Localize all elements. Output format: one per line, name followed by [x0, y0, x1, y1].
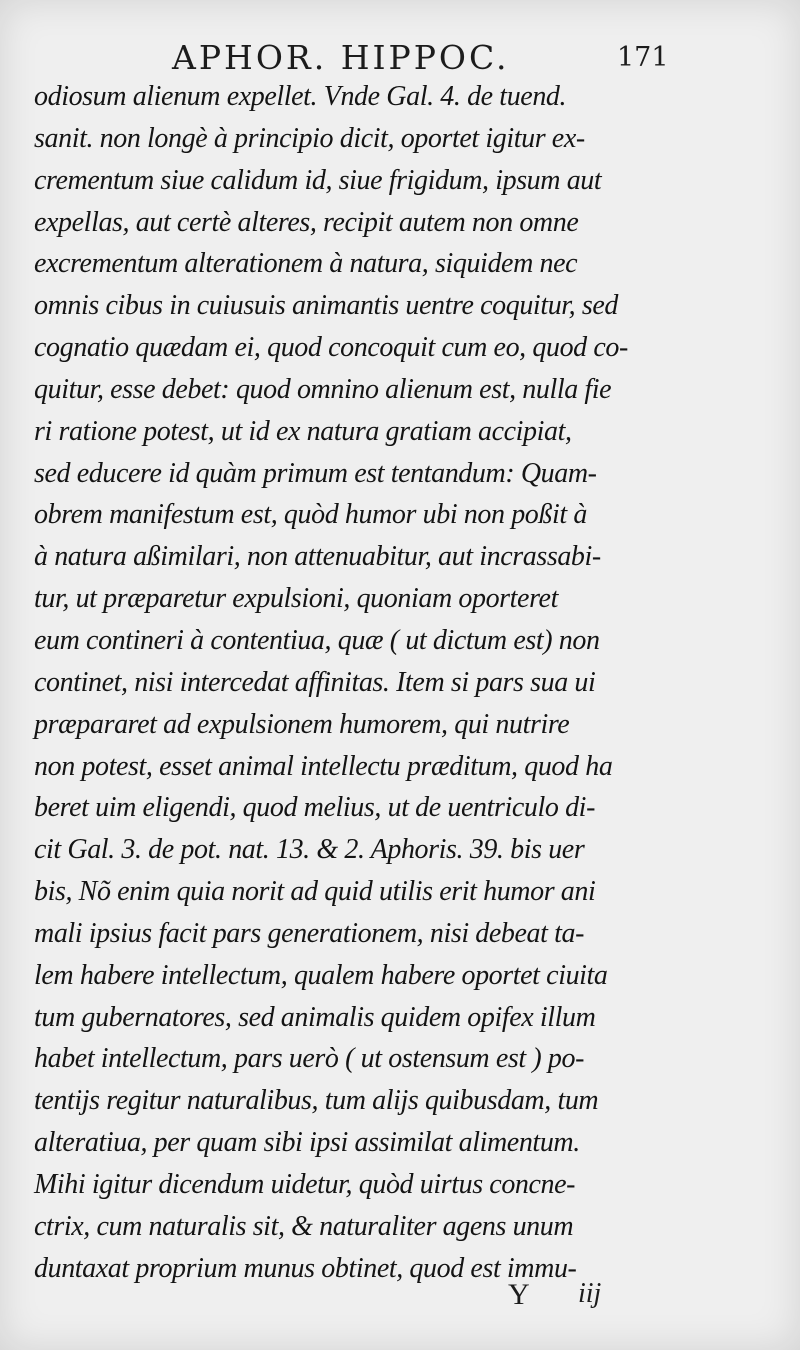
body-text: [34, 76, 680, 1289]
text-line: habet intellectum, pars uerò ( ut ostensum est ) po-: [34, 1043, 585, 1075]
text-line: ctrix, cum naturalis sit, & naturaliter agens unum: [34, 1210, 574, 1242]
signature-number: iij: [578, 1278, 602, 1309]
text-line: alteratiua, per quam sibi ipsi assimilat alimentum.: [34, 1127, 580, 1159]
signature-mark: Y: [508, 1278, 530, 1311]
text-line: sanit. non longè à principio dicit, oportet igitur ex-: [34, 122, 585, 154]
running-head: APHOR. HIPPOC.: [172, 38, 510, 77]
text-line: expellas, aut certè alteres, recipit autem non omne: [34, 206, 579, 238]
text-line: mali ipsius facit pars generationem, nisi debeat ta-: [34, 917, 585, 949]
text-line: odiosum alienum expellet. Vnde Gal. 4. de tuend.: [34, 81, 567, 112]
text-line: cognatio quædam ei, quod concoquit cum eo, quod co-: [34, 332, 628, 364]
text-line: tentijs regitur naturalibus, tum alijs quibusdam, tum: [34, 1085, 599, 1117]
text-line: crementum siue calidum id, siue frigidum, ipsum aut: [34, 164, 602, 196]
text-line: continet, nisi intercedat affinitas. Item si pars sua ui: [34, 666, 596, 698]
page-number: 171: [617, 42, 669, 73]
text-line: non potest, esset animal intellectu præditum, quod ha: [34, 750, 613, 782]
text-line: Mihi igitur dicendum uidetur, quòd uirtus concne-: [34, 1168, 576, 1200]
page-footer: [0, 1278, 800, 1318]
text-line: sed educere id quàm primum est tentandum: Quam-: [34, 457, 597, 489]
text-line: cit Gal. 3. de pot. nat. 13. & 2. Aphoris. 39. bis uer: [34, 834, 585, 866]
text-line: duntaxat proprium munus obtinet, quod est immu-: [34, 1252, 577, 1284]
text-line: bis, Nõ enim quia norit ad quid utilis erit humor ani: [34, 876, 596, 908]
text-line: omnis cibus in cuiusuis animantis uentre coquitur, sed: [34, 290, 619, 322]
text-line: ri ratione potest, ut id ex natura gratiam accipiat,: [34, 415, 572, 447]
text-line: eum contineri à contentiua, quæ ( ut dictum est) non: [34, 624, 600, 656]
text-line: excrementum alterationem à natura, siquidem nec: [34, 248, 578, 280]
text-line: tur, ut præparetur expulsioni, quoniam oporteret: [34, 583, 558, 615]
text-line: beret uim eligendi, quod melius, ut de uentriculo di-: [34, 792, 595, 824]
text-line: præpararet ad expulsionem humorem, qui nutrire: [34, 708, 570, 740]
page-header: [0, 38, 800, 78]
text-line: tum gubernatores, sed animalis quidem opifex illum: [34, 1001, 596, 1033]
text-line: lem habere intellectum, qualem habere oportet ciuita: [34, 959, 608, 991]
text-line: quitur, esse debet: quod omnino alienum est, nulla fie: [34, 373, 612, 405]
text-line: à natura aßimilari, non attenuabitur, aut incrassabi-: [34, 541, 601, 573]
text-line: obrem manifestum est, quòd humor ubi non poßit à: [34, 499, 587, 531]
